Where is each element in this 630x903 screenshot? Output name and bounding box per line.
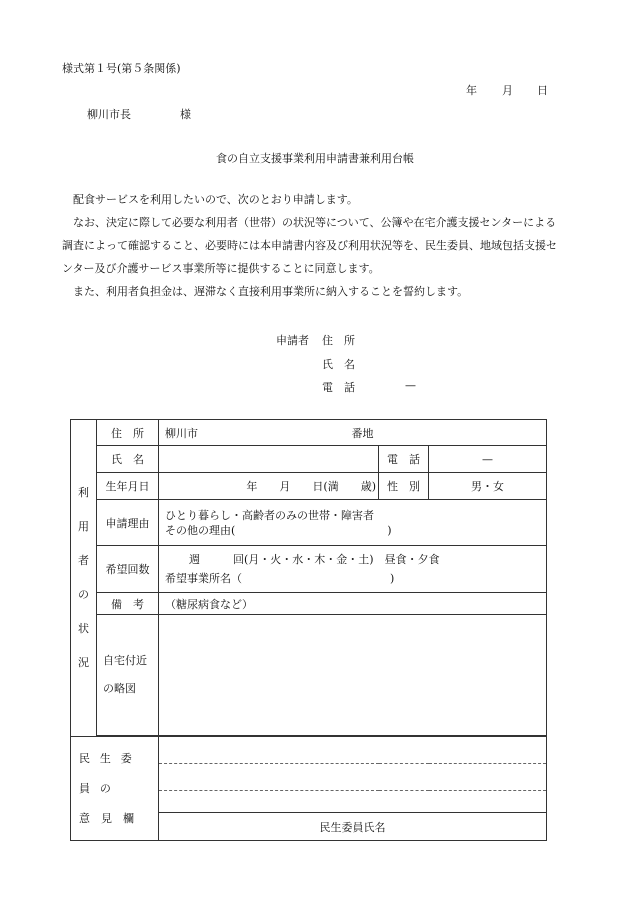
phone-label: 電 話 [379, 446, 429, 473]
applicant-phone-dash: — [405, 379, 416, 392]
addressee: 柳川市長 [87, 108, 131, 121]
address-field[interactable] [159, 420, 547, 446]
sex-label: 性 別 [379, 473, 429, 500]
address-city: 柳川市 [165, 426, 198, 440]
body-text [62, 188, 562, 303]
name-field[interactable] [159, 446, 379, 473]
opinion-label: 民生委員の 意 見 欄 [71, 737, 159, 841]
paragraph-3: また、利用者負担金は、遅滞なく直接利用事業所に納入することを誓約します。 [73, 285, 469, 298]
remarks-label: 備 考 [97, 593, 159, 615]
birth-field[interactable]: 年 月 日(満 歳) [159, 473, 379, 500]
date-year: 年 [466, 84, 477, 97]
date-month: 月 [502, 84, 513, 97]
user-status-table [70, 419, 547, 841]
phone-field[interactable] [429, 446, 547, 473]
sex-options[interactable]: 男・女 [429, 473, 547, 500]
form-number: 様式第１号(第５条関係) [62, 62, 181, 75]
paragraph-2: なお、決定に際して必要な利用者（世帯）の状況等について、公簿や在宅介護支援センターによる調査によって確認すること、必要時には本申請書内容及び利用状況等を、民生委員、地域包括支援センター及び介護サービス事業所等に提供することに同意します。 [62, 216, 557, 275]
reason-other: その他の理由( [165, 523, 236, 537]
frequency-times: 回(月・火・水・木・金・土) 昼食・夕食 [233, 553, 440, 566]
opinion-line-2[interactable] [159, 764, 547, 791]
user-status-side-label: 利 用 者 の 状 況 [71, 420, 97, 737]
date-day: 日 [537, 84, 548, 97]
reason-field[interactable]: ひとり暮らし・高齢者のみの世帯・障害者 その他の理由( ) [159, 500, 547, 546]
phone-dash: — [482, 452, 493, 466]
frequency-field[interactable]: 週 回(月・火・水・木・金・土) 昼食・夕食 希望事業所名（ ) [159, 546, 547, 593]
honorific: 様 [180, 108, 191, 121]
opinion-line-1[interactable] [159, 737, 547, 764]
applicant-name-label: 氏 名 [322, 358, 355, 371]
provider-name-label: 希望事業所名（ [165, 572, 242, 585]
applicant-address-label: 住 所 [322, 334, 355, 347]
address-suffix: 番地 [351, 426, 374, 440]
map-label: 自宅付近 の略図 [97, 615, 159, 736]
applicant-phone-label: 電 話 [322, 381, 355, 394]
opinion-line-3[interactable] [159, 791, 547, 813]
paragraph-1: 配食サービスを利用したいので、次のとおり申請します。 [73, 193, 358, 206]
name-label: 氏 名 [97, 446, 159, 473]
frequency-week: 週 [189, 553, 200, 566]
reason-options: ひとり暮らし・高齢者のみの世帯・障害者 [165, 508, 374, 522]
frequency-label: 希望回数 [97, 546, 159, 593]
committee-member-signature[interactable] [159, 813, 547, 841]
remarks-field[interactable]: （糖尿病食など） [159, 593, 547, 615]
document-title: 食の自立支援事業利用申請書兼利用台帳 [216, 152, 414, 165]
committee-member-name-label: 民生委員氏名 [319, 820, 386, 834]
map-area[interactable] [159, 615, 547, 736]
address-label: 住 所 [97, 420, 159, 446]
reason-label: 申請理由 [97, 500, 159, 546]
applicant-label: 申請者 [276, 334, 309, 347]
birth-label: 生年月日 [97, 473, 159, 500]
